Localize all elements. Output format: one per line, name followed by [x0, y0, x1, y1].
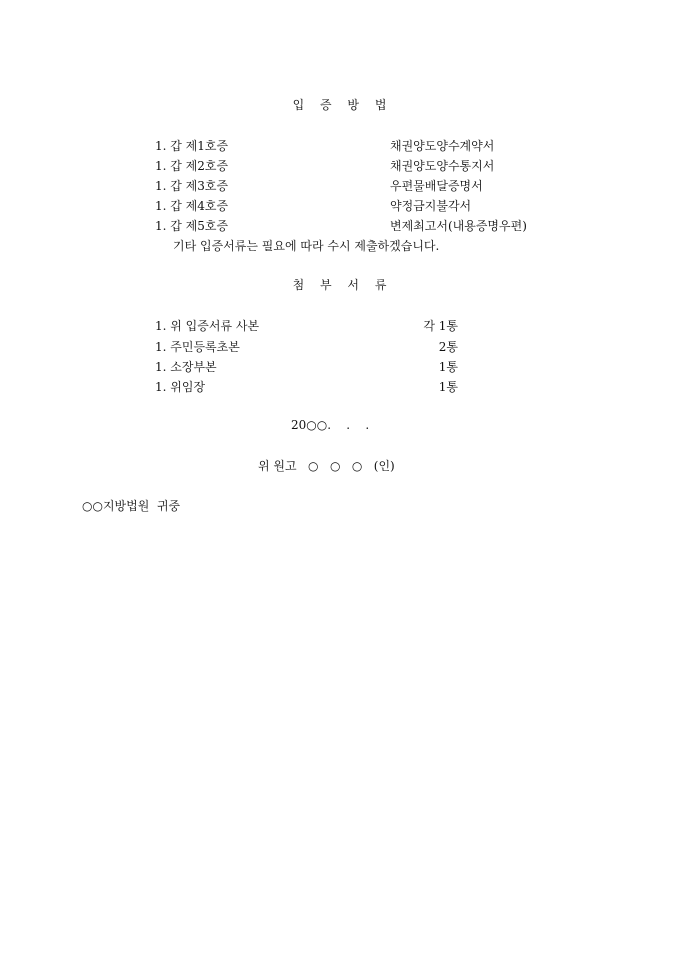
- attachment-item-label: 1. 주민등록초본: [155, 340, 240, 354]
- court-line: ○○지방법원 귀중: [82, 499, 181, 513]
- evidence-item-label: 1. 갑 제1호증: [155, 139, 229, 153]
- attachment-item-count: 2통: [438, 340, 458, 354]
- attachment-item-label: 1. 위 입증서류 사본: [155, 319, 260, 333]
- attachment-item-count: 1통: [438, 360, 458, 374]
- evidence-item-doc: 약정금지불각서: [390, 199, 472, 213]
- evidence-item-doc: 채권양도양수계약서: [390, 139, 495, 153]
- attachment-item-count: 1통: [438, 380, 458, 394]
- attachment-item-count: 각 1통: [423, 319, 458, 333]
- evidence-item-doc: 채권양도양수통지서: [390, 159, 495, 173]
- signature-line: 위 원고 ○ ○ ○ (인): [258, 459, 395, 473]
- attachment-item-label: 1. 소장부본: [155, 360, 217, 374]
- attachment-item-label: 1. 위임장: [155, 380, 206, 394]
- evidence-note: 기타 입증서류는 필요에 따라 수시 제출하겠습니다.: [173, 239, 440, 253]
- evidence-title: 입 증 방 법: [292, 98, 388, 112]
- evidence-item-doc: 변제최고서(내용증명우편): [390, 219, 527, 233]
- date-line: 20○○. . .: [291, 418, 370, 432]
- evidence-item-label: 1. 갑 제3호증: [155, 179, 229, 193]
- evidence-item-label: 1. 갑 제4호증: [155, 199, 229, 213]
- evidence-item-doc: 우편물배달증명서: [390, 179, 483, 193]
- evidence-item-label: 1. 갑 제2호증: [155, 159, 229, 173]
- evidence-item-label: 1. 갑 제5호증: [155, 219, 229, 233]
- attachments-title: 첨 부 서 류: [292, 278, 388, 292]
